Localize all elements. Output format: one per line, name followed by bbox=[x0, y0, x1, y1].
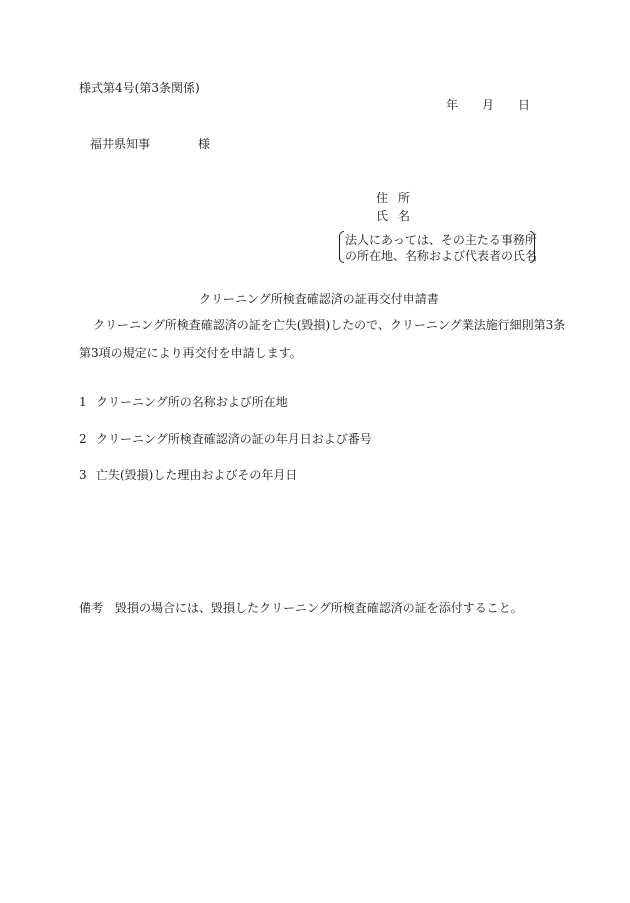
list-item bbox=[79, 433, 372, 445]
list-item bbox=[79, 469, 297, 481]
remarks-text: 毀損の場合には、毀損したクリーニング所検査確認済の証を添付すること。 bbox=[115, 601, 523, 615]
item-text: クリーニング所の名称および所在地 bbox=[96, 395, 288, 409]
date-day: 日 bbox=[518, 98, 531, 112]
item-number: 3 bbox=[79, 468, 87, 482]
bracket-left bbox=[339, 231, 344, 263]
item-number: 1 bbox=[79, 395, 87, 409]
date-line bbox=[446, 99, 530, 111]
address-label bbox=[376, 192, 410, 204]
addressee-honorific: 様 bbox=[198, 137, 211, 151]
corporate-note bbox=[339, 231, 538, 263]
date-year: 年 bbox=[446, 98, 459, 112]
item-text: 亡失(毀損)した理由およびその年月日 bbox=[96, 468, 298, 482]
remarks bbox=[79, 602, 523, 614]
name-label bbox=[376, 210, 410, 222]
address-label-char-1: 住 bbox=[376, 191, 389, 205]
address-label-char-2: 所 bbox=[398, 191, 411, 205]
item-text: クリーニング所検査確認済の証の年月日および番号 bbox=[96, 432, 372, 446]
corporate-note-line-1: 法人にあっては、その主たる事務所 bbox=[345, 233, 537, 247]
document-title: クリーニング所検査確認済の証再交付申請書 bbox=[199, 292, 439, 306]
addressee bbox=[90, 138, 210, 150]
form-number: 様式第4号(第3条関係) bbox=[79, 81, 200, 95]
name-label-char-2: 名 bbox=[398, 209, 411, 223]
date-month: 月 bbox=[482, 98, 495, 112]
remarks-label: 備考 bbox=[79, 601, 104, 615]
item-number: 2 bbox=[79, 432, 87, 446]
name-label-char-1: 氏 bbox=[376, 209, 389, 223]
list-item bbox=[79, 396, 288, 408]
bracket-right bbox=[530, 231, 535, 263]
addressee-name: 福井県知事 bbox=[90, 137, 151, 151]
body-line-2: 第3項の規定により再交付を申請します。 bbox=[79, 346, 302, 360]
corporate-note-line-2: の所在地、名称および代表者の氏名 bbox=[345, 249, 538, 263]
body-line-1: クリーニング所検査確認済の証を亡失(毀損)したので、クリーニング業法施行細則第3条 bbox=[93, 318, 566, 332]
